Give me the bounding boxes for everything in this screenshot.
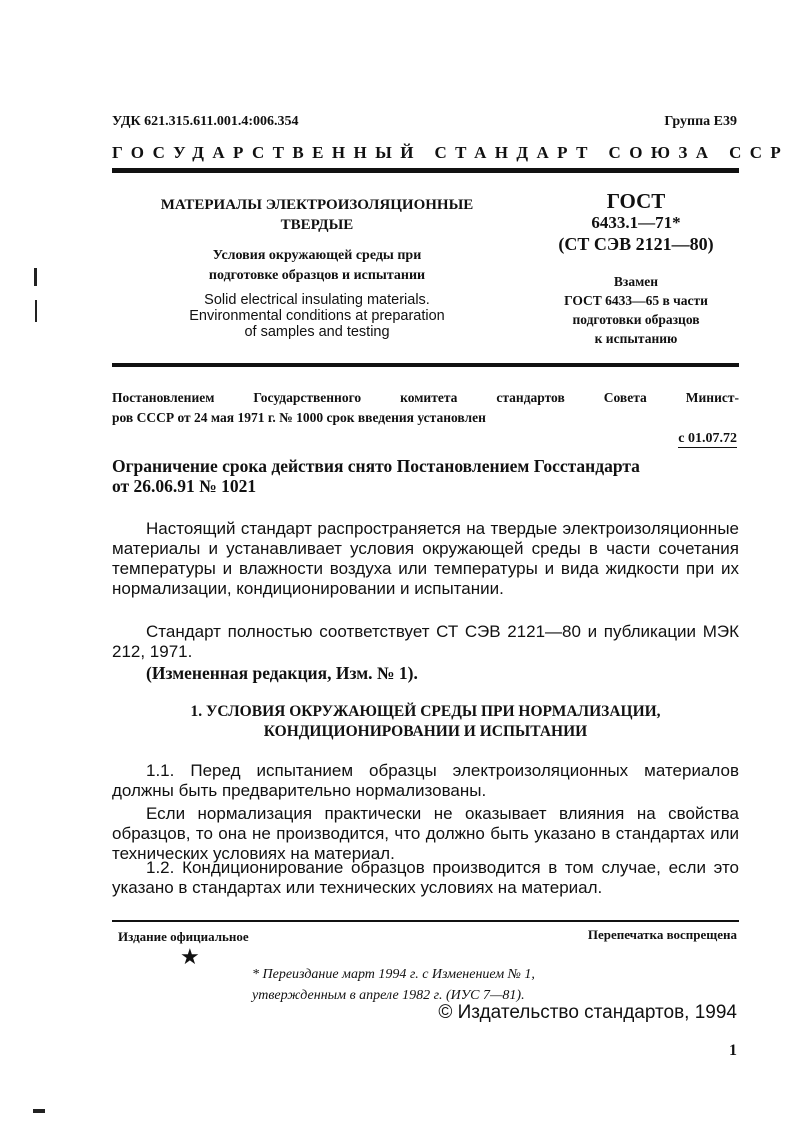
resolution-word: Минист- bbox=[685, 390, 739, 405]
resolution-word: стандартов bbox=[496, 390, 565, 405]
title-line: ТВЕРДЫЕ bbox=[280, 217, 354, 233]
intro-paragraph: Стандарт полностью соответствует СТ СЭВ 2121—80 и публикации МЭК 212, 1971. bbox=[112, 622, 739, 661]
replaces-note bbox=[528, 272, 744, 348]
reprint-prohibited: Перепечатка воспрещена bbox=[587, 927, 737, 942]
amendment-note: (Измененная редакция, Изм. № 1). bbox=[146, 663, 418, 683]
effective-date: с 01.07.72 bbox=[678, 431, 737, 446]
banner-rule bbox=[112, 168, 739, 173]
document-title bbox=[112, 195, 522, 235]
validity-limit-note bbox=[112, 456, 739, 496]
resolution-word: Совета bbox=[603, 390, 647, 405]
title-rule bbox=[112, 363, 739, 367]
resolution-line-2: ров СССР от 24 мая 1971 г. № 1000 срок введения установлен bbox=[112, 410, 486, 425]
english-title bbox=[112, 292, 522, 340]
clause-1-1: 1.1. Перед испытанием образцы электроизоляционных материалов должны быть предварительно нормализованы. bbox=[112, 761, 739, 800]
subtitle-line: подготовке образцов и испытании bbox=[208, 268, 426, 283]
replaces-line: к испытанию bbox=[594, 331, 678, 346]
publisher-copyright: © Издательство стандартов, 1994 bbox=[438, 1002, 737, 1023]
resolution-word: Государственного bbox=[253, 390, 362, 405]
limit-line: Ограничение срока действия снято Постановлением Госстандарта bbox=[112, 456, 640, 476]
scan-artifact bbox=[35, 300, 37, 322]
resolution-word: Постановлением bbox=[112, 390, 215, 405]
star-icon: ★ bbox=[180, 944, 200, 969]
document-subtitle bbox=[112, 246, 522, 286]
group-code: Группа Е39 bbox=[664, 114, 737, 129]
intro-paragraph: Настоящий стандарт распространяется на твердые электроизоляционные материалы и устанавливает условия окружающей среды в части сочетания температуры и влажности воздуха или температуры и вида жидкости при их нормализации, кондиционировании и испытании. bbox=[112, 519, 739, 598]
clause-1-1-note: Если нормализация практически не оказывает влияния на свойства образцов, то она не производится, что должно быть указано в стандартах или технических условиях на материал. bbox=[112, 804, 739, 863]
replaces-line: Взамен bbox=[613, 274, 659, 289]
title-line: МАТЕРИАЛЫ ЭЛЕКТРОИЗОЛЯЦИОННЫЕ bbox=[160, 197, 474, 213]
english-title-line: of samples and testing bbox=[244, 324, 390, 340]
gost-number: 6433.1—71* bbox=[591, 213, 681, 232]
reprint-line: утвержденным в апреле 1982 г. (ИУС 7—81). bbox=[252, 988, 525, 1003]
section-heading bbox=[112, 702, 739, 742]
scan-artifact bbox=[34, 268, 37, 286]
resolution-line-1 bbox=[112, 388, 739, 408]
official-edition: Издание официальное bbox=[118, 929, 249, 944]
reprint-note bbox=[252, 964, 535, 1006]
udk-code: УДК 621.315.611.001.4:006.354 bbox=[112, 114, 299, 129]
limit-line: от 26.06.91 № 1021 bbox=[112, 476, 257, 496]
section-heading-line: КОНДИЦИОНИРОВАНИИ И ИСПЫТАНИИ bbox=[263, 723, 588, 740]
st-sev-number: (СТ СЭВ 2121—80) bbox=[558, 234, 714, 254]
footer-rule bbox=[112, 920, 739, 922]
gost-label: ГОСТ bbox=[606, 189, 666, 213]
page-number: 1 bbox=[729, 1042, 737, 1059]
replaces-line: подготовки образцов bbox=[572, 312, 700, 327]
english-title-line: Solid electrical insulating materials. bbox=[204, 292, 430, 308]
scan-artifact bbox=[33, 1109, 45, 1113]
section-heading-line: 1. УСЛОВИЯ ОКРУЖАЮЩЕЙ СРЕДЫ ПРИ НОРМАЛИЗАЦИИ, bbox=[190, 703, 661, 720]
standard-banner: ГОСУДАРСТВЕННЫЙ СТАНДАРТ СОЮЗА ССР bbox=[112, 143, 790, 162]
english-title-line: Environmental conditions at preparation bbox=[189, 308, 445, 324]
replaces-line: ГОСТ 6433—65 в части bbox=[564, 293, 708, 308]
subtitle-line: Условия окружающей среды при bbox=[212, 248, 422, 263]
reprint-line: * Переиздание март 1994 г. с Изменением № 1, bbox=[252, 967, 535, 982]
clause-1-2: 1.2. Кондиционирование образцов производится в том случае, если это указано в стандартах или технических условиях на материал. bbox=[112, 858, 739, 897]
resolution-word: комитета bbox=[400, 390, 458, 405]
